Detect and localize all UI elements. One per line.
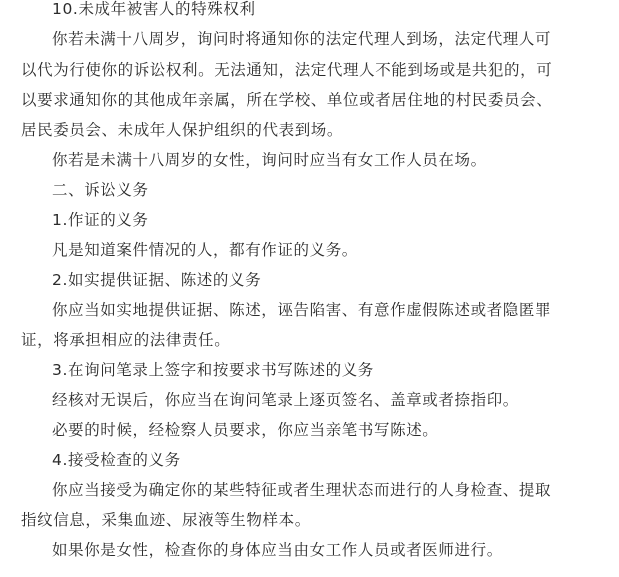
paragraph-line: 以要求通知你的其他成年亲属，所在学校、单位或者居住地的村民委员会、 [21, 91, 553, 109]
paragraph-line: 必要的时候，经检察人员要求，你应当亲笔书写陈述。 [52, 421, 439, 439]
paragraph-line: 你若未满十八周岁，询问时将通知你的法定代理人到场，法定代理人可 [52, 30, 552, 48]
paragraph-line: 你应当如实地提供证据、陈述，诬告陷害、有意作虚假陈述或者隐匿罪 [52, 301, 552, 319]
paragraph-line: 你应当接受为确定你的某些特征或者生理状态而进行的人身检查、提取 [52, 481, 552, 499]
paragraph-line: 指纹信息，采集血迹、尿液等生物样本。 [21, 511, 311, 529]
paragraph-line: 以代为行使你的诉讼权利。无法通知，法定代理人不能到场或是共犯的，可 [21, 61, 553, 79]
paragraph-line: 凡是知道案件情况的人，都有作证的义务。 [52, 241, 358, 259]
paragraph-line: 居民委员会、未成年人保护组织的代表到场。 [21, 121, 344, 139]
subsection-heading-truthful-evidence: 2.如实提供证据、陈述的义务 [52, 271, 262, 289]
paragraph-line: 经核对无误后，你应当在询问笔录上逐页签名、盖章或者捺指印。 [52, 391, 519, 409]
paragraph-line: 如果你是女性，检查你的身体应当由女工作人员或者医师进行。 [52, 541, 503, 559]
section-heading-litigation-obligations: 二、诉讼义务 [52, 181, 149, 199]
subsection-heading-accept-examination: 4.接受检查的义务 [52, 451, 181, 469]
subsection-heading-testify: 1.作证的义务 [52, 211, 149, 229]
paragraph-line: 证，将承担相应的法律责任。 [21, 331, 231, 349]
subsection-heading-minor-victim-rights: 10.未成年被害人的特殊权利 [52, 0, 256, 18]
subsection-heading-sign-record: 3.在询问笔录上签字和按要求书写陈述的义务 [52, 361, 374, 379]
paragraph-line: 你若是未满十八周岁的女性，询问时应当有女工作人员在场。 [52, 151, 487, 169]
